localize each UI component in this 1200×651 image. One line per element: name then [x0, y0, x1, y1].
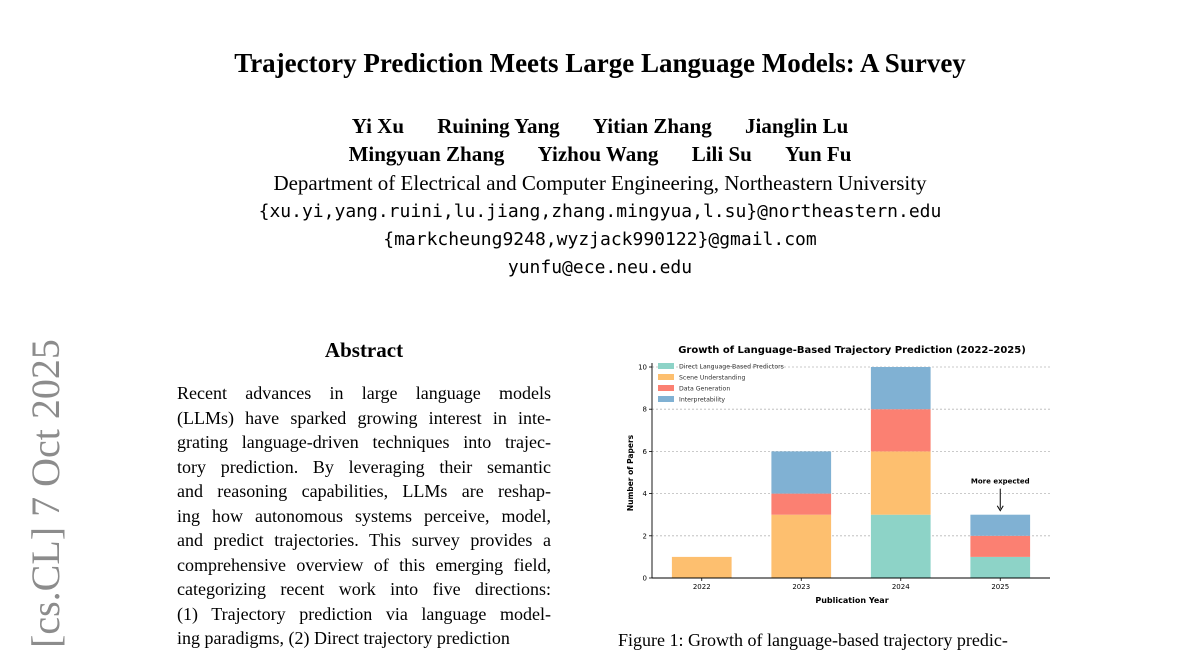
author-name: Yun Fu [785, 142, 852, 166]
bar-segment [970, 536, 1030, 557]
authors-line-2 [0, 142, 1200, 167]
email-line: yunfu@ece.neu.edu [507, 257, 693, 278]
y-tick-label: 0 [642, 574, 647, 583]
abstract-line: Recent advances in large language models [177, 383, 551, 403]
bar-segment [970, 557, 1030, 578]
abstract-line: ing paradigms, (2) Direct trajectory prediction [177, 628, 510, 648]
author-name: Jianglin Lu [744, 114, 849, 138]
bar-segment [871, 515, 931, 578]
author-name: Lili Su [691, 142, 752, 166]
chart-title: Growth of Language-Based Trajectory Prediction (2022–2025) [678, 345, 1026, 356]
abstract-line: (1) Trajectory prediction via language model- [177, 603, 551, 624]
x-tick-label: 2024 [891, 583, 910, 591]
legend-swatch [658, 374, 674, 380]
abstract-line: (LLMs) have sparked growing interest in inte- [177, 407, 551, 428]
bar-segment [771, 515, 831, 578]
x-tick-label: 2025 [991, 583, 1010, 591]
email-line: {xu.yi,yang.ruini,lu.jiang,zhang.mingyua,l.su}@northeastern.edu [258, 201, 942, 222]
abstract-heading: Abstract [324, 338, 404, 362]
abstract-line: and reasoning capabilities, LLMs are reshap- [177, 481, 551, 501]
y-tick-label: 10 [638, 363, 647, 372]
bar-segment [771, 451, 831, 493]
abstract-line: categorizing recent work into five directions: [177, 579, 551, 599]
legend-label: Interpretability [679, 396, 726, 404]
bar-segment [970, 515, 1030, 536]
y-tick-label: 2 [642, 532, 647, 541]
paper-title: Trajectory Prediction Meets Large Language Models: A Survey [234, 48, 966, 78]
chart-annotation [971, 478, 1030, 511]
y-tick-label: 6 [642, 447, 647, 456]
authors-line-1 [0, 114, 1200, 139]
legend-swatch [658, 396, 674, 402]
author-name: Ruining Yang [437, 114, 560, 138]
legend-swatch [658, 385, 674, 391]
abstract-line: ing how autonomous systems perceive, model, [177, 505, 551, 526]
author-name: Yitian Zhang [592, 114, 712, 138]
bar-segment [871, 451, 931, 514]
x-tick-label: 2022 [692, 583, 711, 591]
bar-stacks [672, 367, 1030, 578]
annotation-label: More expected [970, 477, 1030, 486]
author-name: Yizhou Wang [537, 142, 659, 166]
bar-segment [771, 494, 831, 515]
y-tick-label: 4 [642, 490, 647, 499]
growth-bar-chart [618, 335, 1060, 615]
affiliation: Department of Electrical and Computer Engineering, Northeastern University [273, 171, 927, 195]
abstract-body [177, 381, 551, 651]
email-line: {markcheung9248,wyzjack990122}@gmail.com [383, 229, 817, 250]
author-name: Yi Xu [351, 114, 405, 138]
author-name: Mingyuan Zhang [348, 142, 505, 166]
x-axis-label: Publication Year [815, 596, 889, 605]
legend-label: Data Generation [679, 385, 731, 393]
abstract-line: and predict trajectories. This survey provides a [177, 530, 551, 550]
arxiv-stamp: [cs.CL] 7 Oct 2025 [23, 339, 68, 648]
abstract-line: comprehensive overview of this emerging field, [177, 554, 551, 575]
legend-label: Scene Understanding [679, 374, 746, 382]
y-axis-label: Number of Papers [626, 434, 635, 512]
bar-segment [672, 557, 732, 578]
abstract-line: grating language-driven techniques into trajec- [177, 432, 551, 452]
legend-label: Direct Language-Based Predictors [679, 363, 784, 371]
y-tick-label: 8 [642, 405, 647, 414]
legend-swatch [658, 363, 674, 369]
abstract-line: tory prediction. By leveraging their semantic [177, 456, 551, 477]
x-tick-label: 2023 [792, 583, 811, 591]
chart-legend [658, 363, 784, 404]
figure-caption: Figure 1: Growth of language-based trajectory predic- [618, 630, 1008, 650]
bar-segment [871, 409, 931, 451]
bar-segment [871, 367, 931, 409]
